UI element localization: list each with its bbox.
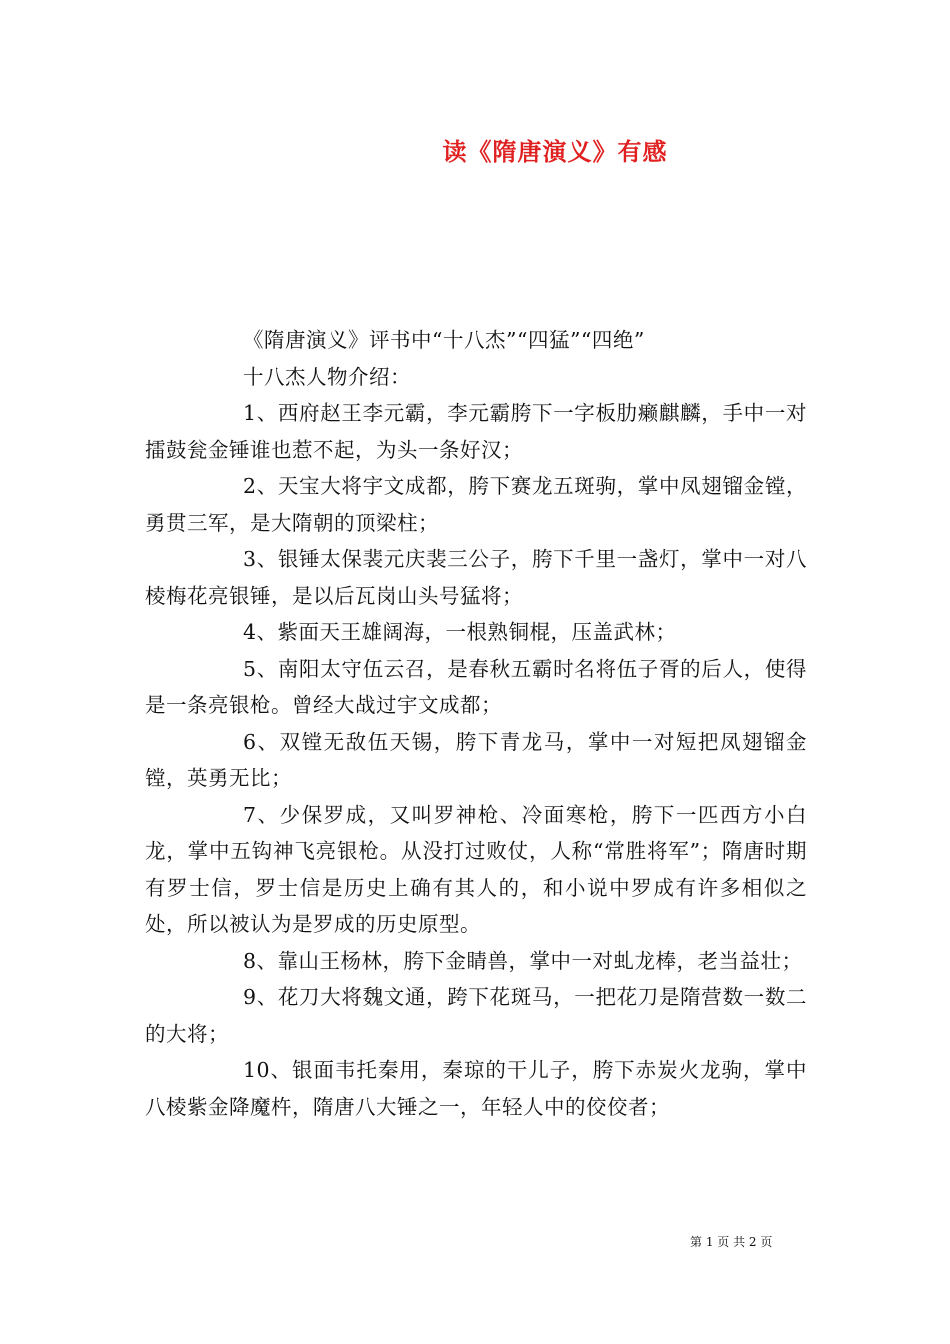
paragraph-section-heading: 十八杰人物介绍： <box>243 364 411 389</box>
paragraph-item-4: 4、紫面天王雄阔海，一根熟铜棍，压盖武林； <box>243 620 677 644</box>
paragraph-item-9: 9、花刀大将魏文通，跨下花斑马，一把花刀是隋营数一数二的大将； <box>145 985 807 1046</box>
paragraph-item-3: 3、银锤太保裴元庆裴三公子，胯下千里一盏灯，掌中一对八棱梅花亮银锤，是以后瓦岗山头号猛将； <box>145 547 807 608</box>
paragraph-item-6: 6、双镗无敌伍天锡，胯下青龙马，掌中一对短把凤翅镏金镗，英勇无比； <box>145 729 807 790</box>
document-body <box>145 322 807 1125</box>
paragraph-item-7: 7、少保罗成，又叫罗神枪、冷面寒枪，胯下一匹西方小白龙，掌中五钩神飞亮银枪。从没打过败仗，人称“常胜将军”；隋唐时期有罗士信，罗士信是历史上确有其人的，和小说中罗成有许多相似之处，所以被认为是罗成的历史原型。 <box>145 802 807 936</box>
paragraph-item-5: 5、南阳太守伍云召，是春秋五霸时名将伍子胥的后人，使得是一条亮银枪。曾经大战过宇文成都； <box>145 656 807 717</box>
paragraph-item-1: 1、西府赵王李元霸，李元霸胯下一字板肋癞麒麟，手中一对擂鼓瓮金锤谁也惹不起，为头一条好汉； <box>145 401 807 462</box>
paragraph-item-8: 8、靠山王杨林，胯下金睛兽，掌中一对虬龙棒，老当益壮； <box>243 948 803 973</box>
paragraph-item-2: 2、天宝大将宇文成都，胯下赛龙五斑驹，掌中凤翅镏金镗，勇贯三军，是大隋朝的顶梁柱； <box>145 474 807 535</box>
document-title: 读《隋唐演义》有感 <box>442 137 668 166</box>
paragraph-item-10: 10、银面韦托秦用，秦琼的干儿子，胯下赤炭火龙驹，掌中八棱紫金降魔杵，隋唐八大锤之一，年轻人中的佼佼者； <box>145 1058 807 1119</box>
page-number-footer: 第 1 页 共 2 页 <box>690 1235 773 1249</box>
paragraph-intro: 《隋唐演义》评书中“十八杰”“四猛”“四绝” <box>243 328 645 352</box>
